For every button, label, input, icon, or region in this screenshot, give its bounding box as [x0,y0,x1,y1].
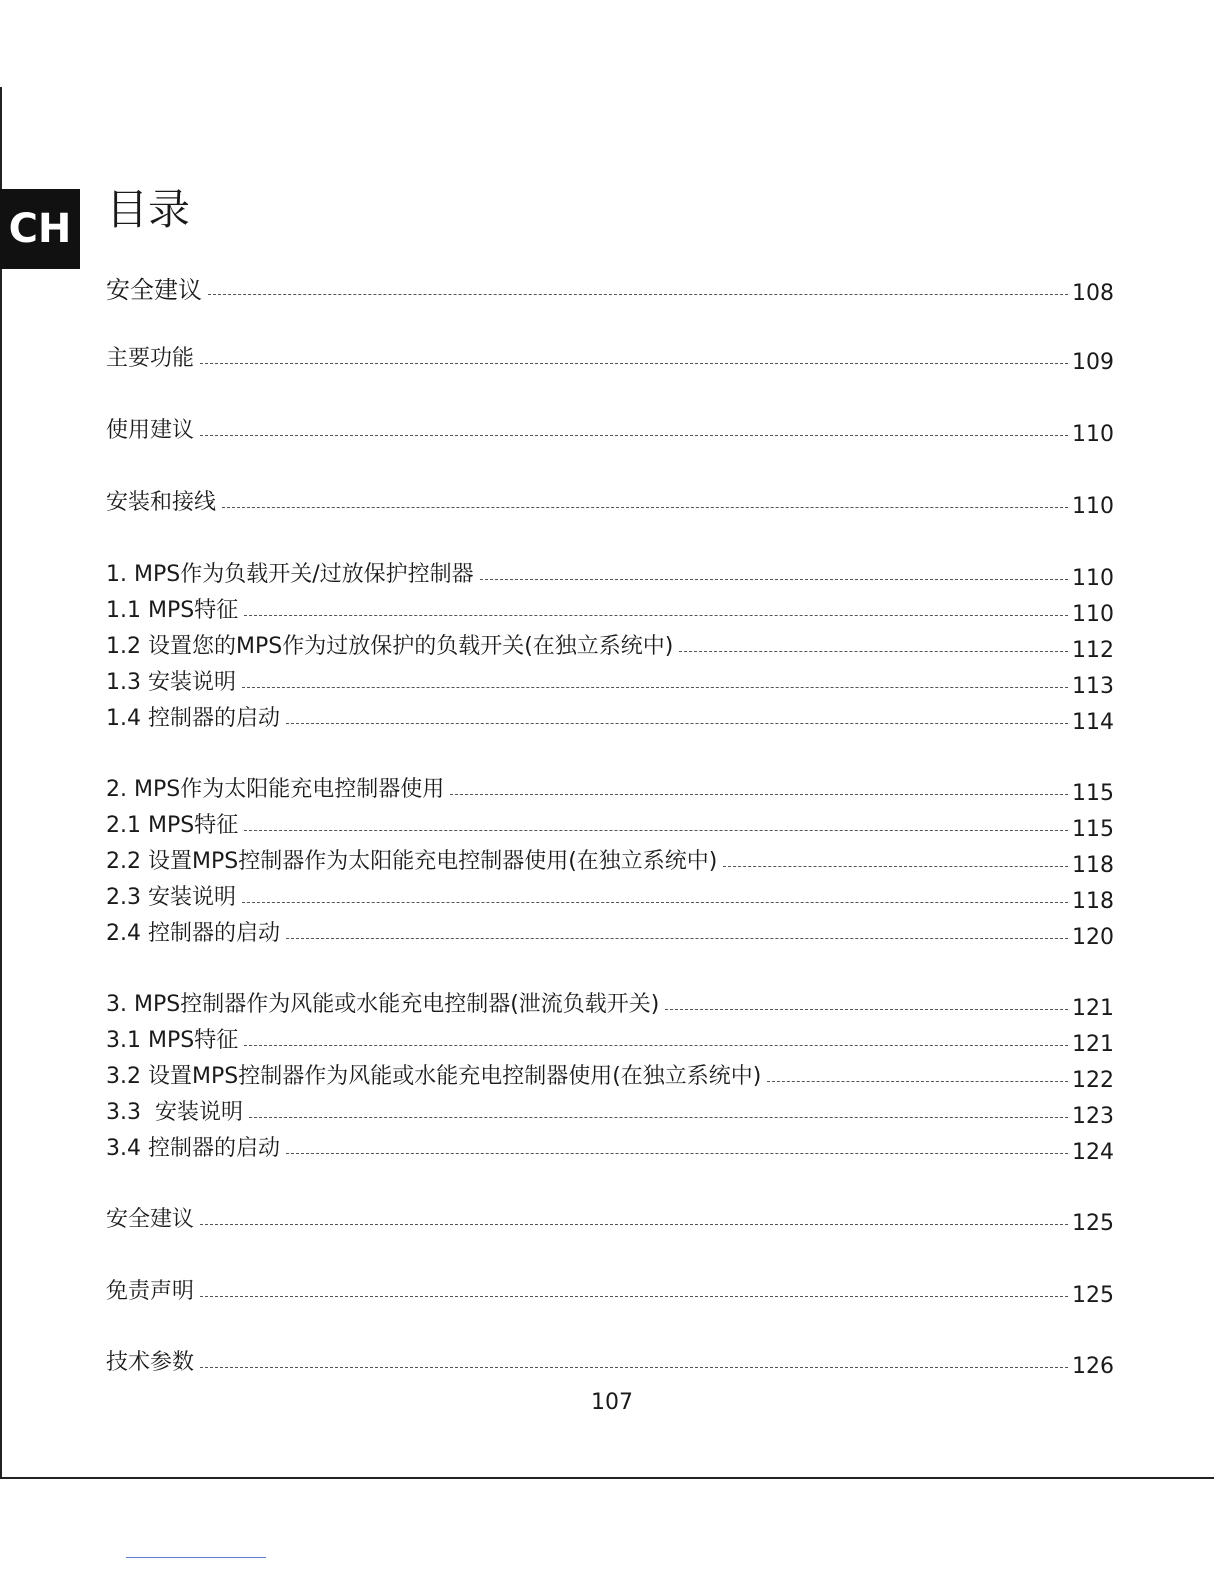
toc-entry[interactable] [106,1135,1114,1163]
toc-entry-page: 110 [1072,566,1114,591]
toc-entry-page: 123 [1072,1104,1114,1129]
toc-entry-page: 110 [1072,602,1114,627]
toc-leader [665,1008,1068,1010]
toc-entry[interactable] [106,597,1114,625]
toc-entry-page: 125 [1072,1211,1114,1236]
toc-entry[interactable] [106,705,1114,733]
toc-entry-page: 110 [1072,494,1114,519]
toc-leader [679,650,1068,652]
toc-leader [200,1223,1068,1225]
toc-entry-page: 112 [1072,638,1114,663]
toc-leader [767,1080,1068,1082]
toc-leader [208,293,1068,295]
footer-rule [126,1557,266,1558]
toc-entry-label: 1.4 控制器的启动 [106,706,280,731]
toc-leader [200,1366,1068,1368]
toc-entry-page: 118 [1072,889,1114,914]
toc-entry[interactable] [106,633,1114,661]
language-tab: CH [0,189,80,269]
toc-entry[interactable] [106,669,1114,697]
toc-entry-page: 125 [1072,1283,1114,1308]
toc-entry-label: 安全建议 [106,276,202,304]
toc-leader [222,506,1068,508]
toc-leader [200,362,1068,364]
toc-entry-page: 108 [1072,281,1114,306]
page-title: 目录 [106,185,191,234]
toc-entry-label: 3. MPS控制器作为风能或水能充电控制器(泄流负载开关) [106,992,660,1017]
toc-leader [286,1152,1068,1154]
toc-entry[interactable] [106,1349,1114,1377]
toc-entry[interactable] [106,1278,1114,1306]
toc-entry-label: 安装和接线 [106,490,217,515]
toc-entry[interactable] [106,776,1114,804]
toc-entry[interactable] [106,1063,1114,1091]
toc-entry[interactable] [106,1027,1114,1055]
toc-entry-page: 122 [1072,1068,1114,1093]
toc-entry-page: 121 [1072,996,1114,1021]
toc-entry[interactable] [106,561,1114,589]
toc-entry[interactable] [106,1206,1114,1234]
toc-entry-label: 1.2 设置您的MPS作为过放保护的负载开关(在独立系统中) [106,634,674,659]
toc-entry[interactable] [106,991,1114,1019]
toc-entry-page: 110 [1072,422,1114,447]
toc-entry-label: 安全建议 [106,1207,195,1232]
toc-entry-page: 115 [1072,781,1114,806]
toc-leader [242,901,1068,903]
toc-entry-label: 3.1 MPS特征 [106,1028,239,1053]
toc-entry[interactable] [106,884,1114,912]
toc-leader [244,614,1068,616]
toc-leader [244,1044,1068,1046]
toc-leader [286,937,1068,939]
toc-entry-page: 109 [1072,350,1114,375]
toc-entry-page: 113 [1072,674,1114,699]
page-border-bottom [0,1477,1214,1479]
toc-entry-label: 2.1 MPS特征 [106,813,239,838]
toc-entry-label: 3.2 设置MPS控制器作为风能或水能充电控制器使用(在独立系统中) [106,1064,762,1089]
toc-entry-page: 118 [1072,853,1114,878]
toc-leader [723,865,1068,867]
toc-entry-label: 1.3 安装说明 [106,670,236,695]
toc-entry[interactable] [106,276,1114,304]
toc-entry[interactable] [106,345,1114,373]
toc-entry-label: 免责声明 [106,1279,195,1304]
toc-entry[interactable] [106,489,1114,517]
toc-entry-label: 2.3 安装说明 [106,885,236,910]
toc-entry-page: 120 [1072,925,1114,950]
toc-entry[interactable] [106,920,1114,948]
toc-entry-label: 3.3 安装说明 [106,1100,243,1125]
toc-entry-page: 114 [1072,710,1114,735]
toc-entry[interactable] [106,848,1114,876]
toc-entry-label: 2.2 设置MPS控制器作为太阳能充电控制器使用(在独立系统中) [106,849,718,874]
toc-entry-label: 主要功能 [106,346,195,371]
toc-entry-label: 3.4 控制器的启动 [106,1136,280,1161]
toc-leader [244,829,1068,831]
toc-leader [242,686,1068,688]
toc-leader [249,1116,1068,1118]
toc-leader [480,578,1068,580]
toc-entry-label: 使用建议 [106,418,195,443]
toc-leader [286,722,1068,724]
toc-entry[interactable] [106,1099,1114,1127]
toc-entry-label: 1.1 MPS特征 [106,598,239,623]
toc-entry[interactable] [106,812,1114,840]
toc-entry-label: 技术参数 [106,1350,195,1375]
toc-leader [200,434,1068,436]
toc-leader [450,793,1068,795]
toc-entry-label: 2. MPS作为太阳能充电控制器使用 [106,777,445,802]
toc-leader [200,1295,1068,1297]
toc-entry-page: 124 [1072,1140,1114,1165]
toc-entry-page: 121 [1072,1032,1114,1057]
page-number: 107 [591,1390,633,1415]
toc-entry-label: 2.4 控制器的启动 [106,921,280,946]
toc-entry[interactable] [106,417,1114,445]
toc-entry-label: 1. MPS作为负载开关/过放保护控制器 [106,562,474,587]
toc-entry-page: 115 [1072,817,1114,842]
page-border-left [0,87,2,1479]
toc-entry-page: 126 [1072,1354,1114,1379]
